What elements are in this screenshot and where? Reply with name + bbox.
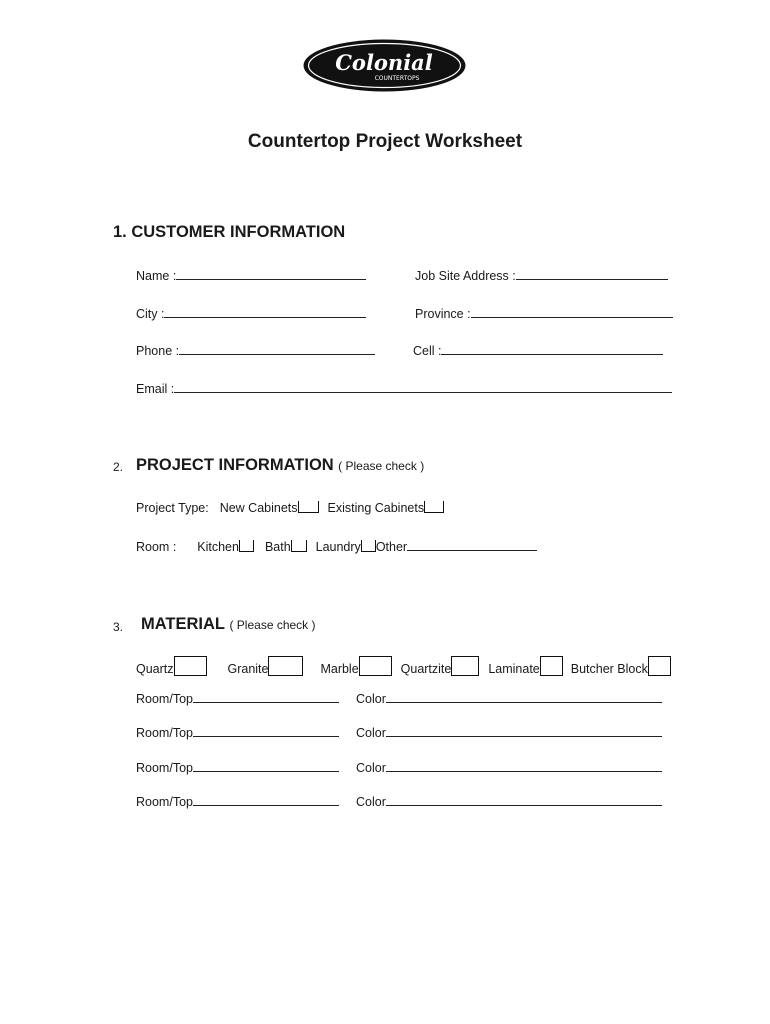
email-field[interactable]	[136, 380, 672, 396]
color-field-3[interactable]	[356, 759, 662, 775]
color-label: Color	[356, 726, 386, 740]
laundry-label: Laundry	[315, 540, 361, 554]
room-top-field-4[interactable]	[136, 793, 339, 809]
job-site-field[interactable]	[415, 267, 668, 283]
project-type-row	[136, 501, 444, 515]
quartz-label: Quartz	[136, 662, 174, 676]
phone-label: Phone :	[136, 344, 180, 358]
color-line[interactable]	[386, 793, 662, 806]
color-line[interactable]	[386, 724, 662, 737]
marble-label: Marble	[320, 662, 359, 676]
marble-checkbox[interactable]	[359, 656, 392, 676]
material-heading: MATERIAL	[141, 615, 226, 633]
province-field[interactable]	[415, 305, 673, 321]
other-line[interactable]	[407, 538, 537, 551]
cell-field[interactable]	[413, 342, 663, 358]
other-label: Other	[375, 540, 408, 554]
logo-script-text: Colonial	[335, 50, 433, 75]
cell-label: Cell :	[413, 344, 442, 358]
email-label: Email :	[136, 382, 175, 396]
phone-field[interactable]	[136, 342, 375, 358]
bath-label: Bath	[264, 540, 291, 554]
project-info-header	[136, 456, 424, 475]
quartzite-label: Quartzite	[400, 662, 452, 676]
job-site-line[interactable]	[516, 267, 668, 280]
color-label: Color	[356, 692, 386, 706]
project-info-note: ( Please check )	[338, 459, 425, 473]
room-label: Room :	[136, 540, 177, 554]
material-header	[141, 615, 316, 634]
room-top-line[interactable]	[193, 690, 339, 703]
project-section-number: 2.	[113, 460, 124, 474]
cell-line[interactable]	[441, 342, 663, 355]
room-top-label: Room/Top	[136, 726, 193, 740]
granite-checkbox[interactable]	[268, 656, 303, 676]
province-line[interactable]	[471, 305, 673, 318]
job-site-label: Job Site Address :	[415, 269, 516, 283]
name-field[interactable]	[136, 267, 366, 283]
color-field-2[interactable]	[356, 724, 662, 740]
quartzite-checkbox[interactable]	[451, 656, 479, 676]
project-type-label: Project Type:	[136, 501, 209, 515]
color-label: Color	[356, 761, 386, 775]
room-top-label: Room/Top	[136, 761, 193, 775]
color-label: Color	[356, 795, 386, 809]
room-top-field-3[interactable]	[136, 759, 339, 775]
new-cabinets-label: New Cabinets	[219, 501, 298, 515]
existing-cabinets-label: Existing Cabinets	[327, 501, 425, 515]
phone-line[interactable]	[179, 342, 375, 355]
page-title: Countertop Project Worksheet	[247, 131, 523, 152]
province-label: Province :	[415, 307, 471, 321]
kitchen-checkbox[interactable]	[239, 540, 254, 552]
new-cabinets-checkbox[interactable]	[298, 501, 319, 513]
granite-label: Granite	[227, 662, 269, 676]
existing-cabinets-checkbox[interactable]	[424, 501, 444, 513]
butcher-block-label: Butcher Block	[570, 662, 648, 676]
room-top-field-2[interactable]	[136, 724, 339, 740]
project-info-heading: PROJECT INFORMATION	[136, 456, 334, 474]
color-line[interactable]	[386, 690, 662, 703]
laminate-label: Laminate	[488, 662, 540, 676]
material-options-row	[136, 656, 671, 676]
room-top-field-1[interactable]	[136, 690, 339, 706]
city-line[interactable]	[164, 305, 366, 318]
butcher-block-checkbox[interactable]	[648, 656, 671, 676]
room-top-label: Room/Top	[136, 795, 193, 809]
name-line[interactable]	[176, 267, 366, 280]
name-label: Name :	[136, 269, 177, 283]
quartz-checkbox[interactable]	[174, 656, 207, 676]
city-label: City :	[136, 307, 165, 321]
material-section-number: 3.	[113, 620, 124, 634]
color-field-1[interactable]	[356, 690, 662, 706]
laundry-checkbox[interactable]	[361, 540, 376, 552]
room-top-label: Room/Top	[136, 692, 193, 706]
kitchen-label: Kitchen	[197, 540, 239, 554]
bath-checkbox[interactable]	[291, 540, 307, 552]
material-note: ( Please check )	[229, 618, 316, 632]
logo-sub-text: COUNTERTOPS	[374, 75, 420, 82]
room-top-line[interactable]	[193, 724, 339, 737]
room-row	[136, 538, 537, 554]
color-field-4[interactable]	[356, 793, 662, 809]
room-top-line[interactable]	[193, 759, 339, 772]
laminate-checkbox[interactable]	[540, 656, 563, 676]
colonial-logo	[302, 38, 467, 93]
email-line[interactable]	[174, 380, 672, 393]
room-top-line[interactable]	[193, 793, 339, 806]
customer-info-heading: 1. CUSTOMER INFORMATION	[113, 223, 346, 241]
color-line[interactable]	[386, 759, 662, 772]
city-field[interactable]	[136, 305, 366, 321]
